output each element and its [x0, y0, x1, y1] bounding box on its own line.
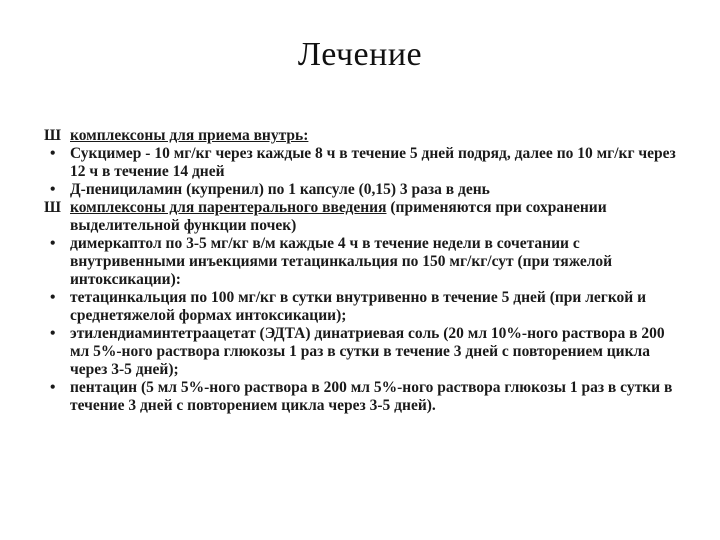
list-item-pentacin: [44, 379, 676, 415]
section-note: (применяются при сохранении выделительной функции почек): [70, 199, 607, 234]
item-text: тетацинкальция по 100 мг/кг в сутки внутривенно в течение 5 дней (при легкой и среднетяжелой формах интоксикации);: [70, 289, 647, 324]
list-item-succimer: [44, 145, 676, 181]
section-heading-parenteral: комплексоны для парентерального введения: [70, 199, 387, 216]
section-marker: Ш: [44, 199, 62, 216]
bullet-marker: •: [50, 289, 56, 306]
bullet-marker: •: [50, 325, 56, 342]
list-item-tetacin-calcium: [44, 289, 676, 325]
item-text: этилендиаминтетраацетат (ЭДТА) динатриевая соль (20 мл 10%-ного раствора в 200 мл 5%-ного раствора глюкозы 1 раз в сутки в течение 3 дней с повторением цикла через 3-5 дней);: [70, 325, 665, 378]
list-item-section-parenteral: [44, 199, 676, 235]
item-text: Д-пенициламин (купренил) по 1 капсуле (0,15) 3 раза в день: [70, 181, 490, 198]
bullet-marker: •: [50, 235, 56, 252]
slide-title: Лечение: [297, 36, 423, 73]
bullet-marker: •: [50, 145, 56, 162]
list-item-edta: [44, 325, 676, 379]
bullet-marker: •: [50, 379, 56, 396]
list-item-penicillamine: [44, 181, 676, 199]
section-heading-oral: комплексоны для приема внутрь:: [70, 127, 309, 144]
list-item-section-oral: [44, 127, 676, 145]
item-text: димеркаптол по 3-5 мг/кг в/м каждые 4 ч в течение недели в сочетании с внутривенными инъекциями тетацинкальция по 150 мг/кг/сут (при тяжелой интоксикации):: [70, 235, 613, 288]
bullet-marker: •: [50, 181, 56, 198]
slide-content: [44, 127, 676, 415]
list-item-dimercaprol: [44, 235, 676, 289]
item-text: пентацин (5 мл 5%-ного раствора в 200 мл 5%-ного раствора глюкозы 1 раз в сутки в течение 3 дней с повторением цикла через 3-5 дней).: [70, 379, 673, 414]
section-marker: Ш: [44, 127, 62, 144]
item-text: Сукцимер - 10 мг/кг через каждые 8 ч в течение 5 дней подряд, далее по 10 мг/кг через 12 ч в течение 14 дней: [70, 145, 676, 180]
